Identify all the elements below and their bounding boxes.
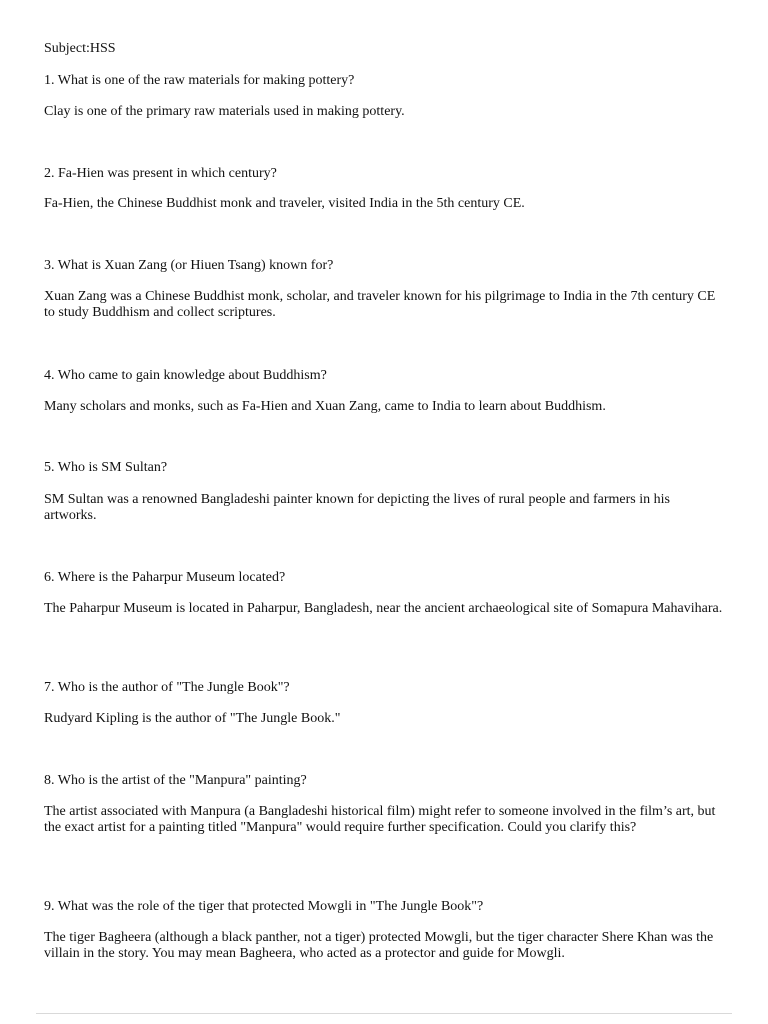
answer-2: Fa-Hien, the Chinese Buddhist monk and traveler, visited India in the 5th century CE. (44, 196, 525, 211)
question-6: 6. Where is the Paharpur Museum located? (44, 570, 286, 585)
question-2: 2. Fa-Hien was present in which century? (44, 166, 277, 181)
answer-6: The Paharpur Museum is located in Paharpur, Bangladesh, near the ancient archaeological site of Somapura Mahavihara. (44, 601, 723, 616)
question-7: 7. Who is the author of "The Jungle Book"? (44, 680, 290, 695)
question-9: 9. What was the role of the tiger that protected Mowgli in "The Jungle Book"? (44, 899, 484, 914)
question-3: 3. What is Xuan Zang (or Hiuen Tsang) known for? (44, 258, 334, 273)
subject-line: Subject:HSS (44, 41, 116, 56)
question-4: 4. Who came to gain knowledge about Buddhism? (44, 368, 327, 383)
answer-1: Clay is one of the primary raw materials used in making pottery. (44, 104, 405, 119)
answer-4: Many scholars and monks, such as Fa-Hien and Xuan Zang, came to India to learn about Buddhism. (44, 399, 606, 414)
answer-9: The tiger Bagheera (although a black panther, not a tiger) protected Mowgli, but the tiger character Shere Khan was the villain in the story. You may mean Bagheera, who acted as a protector and guide for Mowgli. (44, 930, 714, 961)
answer-3: Xuan Zang was a Chinese Buddhist monk, scholar, and traveler known for his pilgrimage to India in the 7th century CE to study Buddhism and collect scriptures. (44, 289, 716, 320)
question-5: 5. Who is SM Sultan? (44, 460, 168, 475)
page-bottom-divider (36, 1013, 732, 1014)
question-1: 1. What is one of the raw materials for making pottery? (44, 73, 355, 88)
question-8: 8. Who is the artist of the "Manpura" painting? (44, 773, 307, 788)
answer-7: Rudyard Kipling is the author of "The Jungle Book." (44, 711, 341, 726)
answer-8: The artist associated with Manpura (a Bangladeshi historical film) might refer to someone involved in the film’s art, but the exact artist for a painting titled "Manpura" would require further specification. Could you clarify this? (44, 804, 716, 835)
answer-5: SM Sultan was a renowned Bangladeshi painter known for depicting the lives of rural people and farmers in his artworks. (44, 492, 670, 523)
